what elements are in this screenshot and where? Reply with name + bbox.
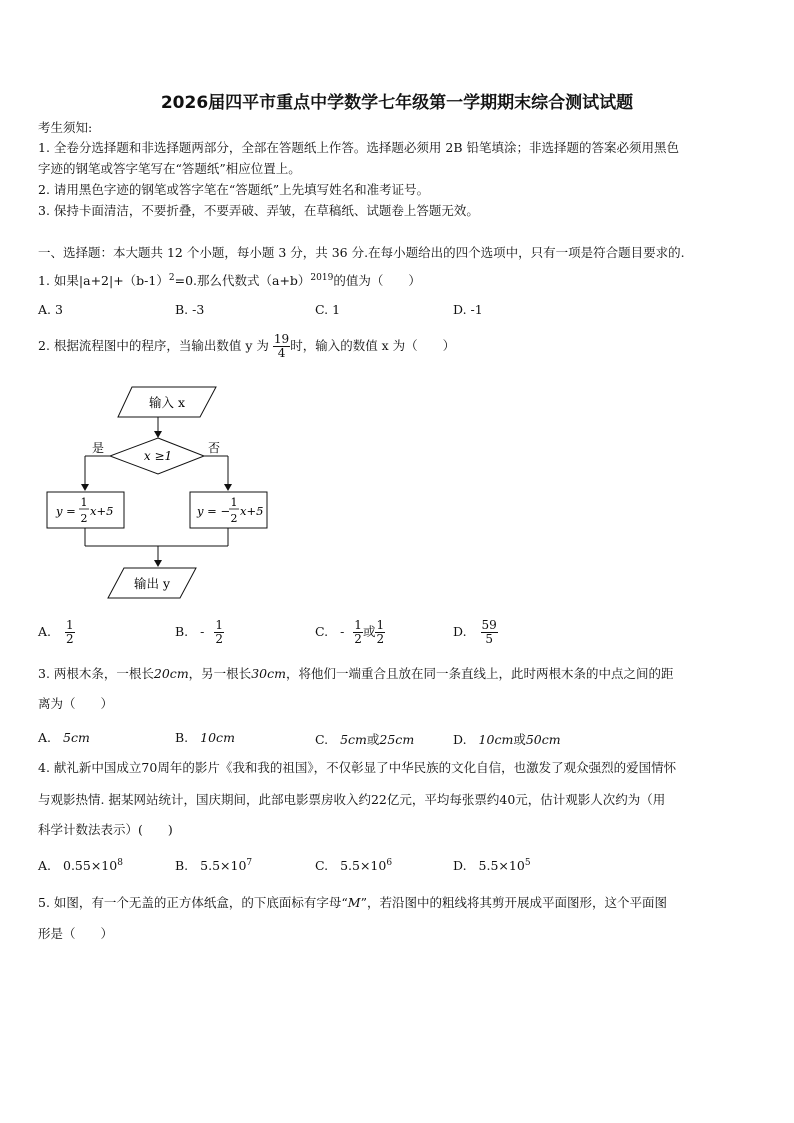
right-box-suffix: x+5 xyxy=(240,504,264,518)
page-title: 2026届四平市重点中学数学七年级第一学期期末综合测试试题 xyxy=(160,93,634,113)
q2-a-den: 2 xyxy=(66,632,74,646)
question-5-line-1 xyxy=(38,895,667,911)
q2-b-den: 2 xyxy=(215,632,224,646)
q2-b-num: 1 xyxy=(215,618,224,632)
q3-option-b xyxy=(175,730,235,745)
q2-option-c-fraction-1 xyxy=(353,619,363,646)
question-2 xyxy=(38,328,455,364)
q3-c-or: 或 xyxy=(366,732,380,747)
q1-exponent-2: 2019 xyxy=(310,273,334,283)
q4-number-22: 22 xyxy=(370,792,387,807)
question-3-line-2: 离为（ ） xyxy=(38,696,114,711)
q2-option-c-fraction-2 xyxy=(375,619,385,646)
q2-c-sign: - xyxy=(340,624,345,639)
left-box-num: 1 xyxy=(80,496,88,509)
flow-condition-label: x ≥1 xyxy=(143,449,173,463)
q1-prefix: 1. 如果|a+2|+（b-1） xyxy=(38,273,169,289)
question-4-line-2 xyxy=(38,792,665,808)
left-box-den: 2 xyxy=(80,512,88,525)
notice-heading: 考生须知: xyxy=(38,120,93,135)
q3-line1-c: ，将他们一端重合且放在同一条直线上，此时两根木条的中点之间的距 xyxy=(285,666,674,681)
q2-frac-den: 4 xyxy=(277,346,286,360)
q4-c-base: 5.5×10 xyxy=(340,858,387,874)
q2-option-c-label: C. xyxy=(315,624,329,639)
q5-letter: M xyxy=(347,895,361,910)
question-3-line-1 xyxy=(38,666,673,682)
q1-suffix: 的值为（ ） xyxy=(333,273,421,289)
q4-c-exp: 6 xyxy=(386,858,393,868)
q4-line1-a: 4. 献礼新中国成立 xyxy=(38,760,142,775)
notice-item-1-line-2: 字迹的钢笔或答字笔写在“答题纸”相应位置上。 xyxy=(38,161,301,176)
q4-line1-b: 周年的影片《我和我的祖国》，不仅彰显了中华民族的文化自信，也激发了观众强烈的爱国情怀 xyxy=(157,760,677,775)
q4-d-label: D. xyxy=(453,858,467,874)
q1-exponent-1: 2 xyxy=(168,273,175,283)
q4-c-label: C. xyxy=(315,858,329,874)
q2-option-b-fraction xyxy=(214,619,224,646)
q2-suffix: 时，输入的数值 x 为（ ） xyxy=(290,338,456,353)
notice-item-1-line-1: 1. 全卷分选择题和非选择题两部分，全部在答题纸上作答。选择题必须用 2B 铅笔填涂；非选择题的答案必须用黑色 xyxy=(38,140,679,155)
q3-d-value-2: 50cm xyxy=(525,732,561,747)
q3-length-1: 20cm xyxy=(153,666,189,681)
q4-a-exp: 8 xyxy=(117,858,123,868)
q4-line2-b: 亿元，平均每张票约 xyxy=(386,792,500,807)
q2-c-den-2: 2 xyxy=(376,632,385,646)
flow-no-label: 否 xyxy=(208,441,221,455)
q2-option-a-fraction xyxy=(65,619,75,646)
flow-yes-label: 是 xyxy=(92,441,105,455)
q2-b-sign: - xyxy=(200,624,205,639)
right-box-prefix: y = − xyxy=(197,504,231,518)
q2-option-b-label: B. xyxy=(175,624,189,639)
q5-line1-a: 5. 如图，有一个无盖的正方体纸盒，的下底面标有字母“ xyxy=(38,895,348,910)
right-box-num: 1 xyxy=(230,496,238,509)
q4-number-70: 70 xyxy=(141,760,158,775)
question-4-line-3: 科学计数法表示）( ) xyxy=(38,822,173,837)
q3-d-or: 或 xyxy=(513,732,526,747)
q4-b-exp: 7 xyxy=(246,858,253,868)
q3-line1-b: ，另一根长 xyxy=(188,666,252,681)
q5-line1-b: ”，若沿图中的粗线将其剪开展成平面图形，这个平面图 xyxy=(360,895,668,910)
right-box-den: 2 xyxy=(230,512,238,525)
q1-option-d: D. -1 xyxy=(453,302,483,317)
q3-option-d xyxy=(453,730,561,748)
q2-option-c xyxy=(315,619,385,646)
q3-c-label: C. xyxy=(315,732,329,747)
question-5-line-2: 形是（ ） xyxy=(38,926,114,941)
q3-d-label: D. xyxy=(453,732,467,747)
notice-item-2: 2. 请用黑色字迹的钢笔或答字笔在“答题纸”上先填写姓名和准考证号。 xyxy=(38,182,430,197)
q2-fraction xyxy=(273,333,290,360)
q4-a-label: A. xyxy=(38,858,52,874)
q3-length-2: 30cm xyxy=(251,666,286,681)
q2-c-num-1: 1 xyxy=(354,618,362,632)
q3-option-c xyxy=(315,730,414,748)
q2-option-a-label: A. xyxy=(38,624,52,639)
q1-option-a: A. 3 xyxy=(38,302,63,317)
q4-b-base: 5.5×10 xyxy=(200,858,247,874)
question-4-line-1 xyxy=(38,760,676,776)
flow-output-label: 输出 y xyxy=(133,576,171,591)
q4-line2-a: 与观影热情. 据某网站统计，国庆期间，此部电影票房收入约 xyxy=(38,792,371,807)
q3-b-label: B. xyxy=(175,730,189,745)
q2-c-den-1: 2 xyxy=(354,632,362,646)
q4-a-base: 0.55×10 xyxy=(63,858,118,874)
flowchart-diagram xyxy=(40,380,280,605)
left-box-suffix: x+5 xyxy=(90,504,114,518)
q4-d-base: 5.5×10 xyxy=(478,858,525,874)
q3-a-label: A. xyxy=(38,730,52,745)
q2-prefix: 2. 根据流程图中的程序，当输出数值 y 为 xyxy=(38,338,269,353)
q3-option-a xyxy=(38,730,90,745)
q2-option-d-fraction xyxy=(481,619,498,646)
notice-item-3: 3. 保持卡面清洁，不要折叠，不要弄破、弄皱，在草稿纸、试题卷上答题无效。 xyxy=(38,203,479,218)
left-box-prefix: y = xyxy=(56,504,76,518)
question-1 xyxy=(38,270,421,289)
q4-b-label: B. xyxy=(175,858,189,874)
q1-option-b: B. -3 xyxy=(175,302,205,317)
flow-input-label: 输入 x xyxy=(148,395,186,410)
q2-option-d-label: D. xyxy=(453,624,467,639)
q2-c-or: 或 xyxy=(362,624,376,639)
q1-option-c: C. 1 xyxy=(315,302,341,317)
q4-number-40: 40 xyxy=(499,792,516,807)
q4-option-c xyxy=(315,858,392,873)
q4-line2-c: 元，估计观影人次约为（用 xyxy=(515,792,666,807)
q2-option-d xyxy=(453,619,498,646)
q4-option-a xyxy=(38,858,123,873)
section-heading: 一、选择题：本大题共 12 个小题，每小题 3 分，共 36 分.在每小题给出的四个选项中，只有一项是符合题目要求的. xyxy=(38,245,685,260)
q4-option-d xyxy=(453,858,531,873)
q3-c-value-2: 25cm xyxy=(379,732,415,747)
q3-a-value: 5cm xyxy=(63,730,90,745)
q2-a-num: 1 xyxy=(66,618,74,632)
q2-d-den: 5 xyxy=(485,632,493,646)
q4-d-exp: 5 xyxy=(524,858,531,868)
q2-d-num: 59 xyxy=(481,618,497,632)
q3-b-value: 10cm xyxy=(200,730,235,745)
q3-line1-a: 3. 两根木条，一根长 xyxy=(38,666,154,681)
q2-c-num-2: 1 xyxy=(376,618,385,632)
q3-c-value-1: 5cm xyxy=(340,732,367,747)
q2-option-a xyxy=(38,619,75,646)
q2-frac-num: 19 xyxy=(273,332,290,346)
q2-option-b xyxy=(175,619,224,646)
q1-middle: =0.那么代数式（a+b） xyxy=(174,273,311,289)
q3-d-value-1: 10cm xyxy=(478,732,514,747)
q4-option-b xyxy=(175,858,252,873)
